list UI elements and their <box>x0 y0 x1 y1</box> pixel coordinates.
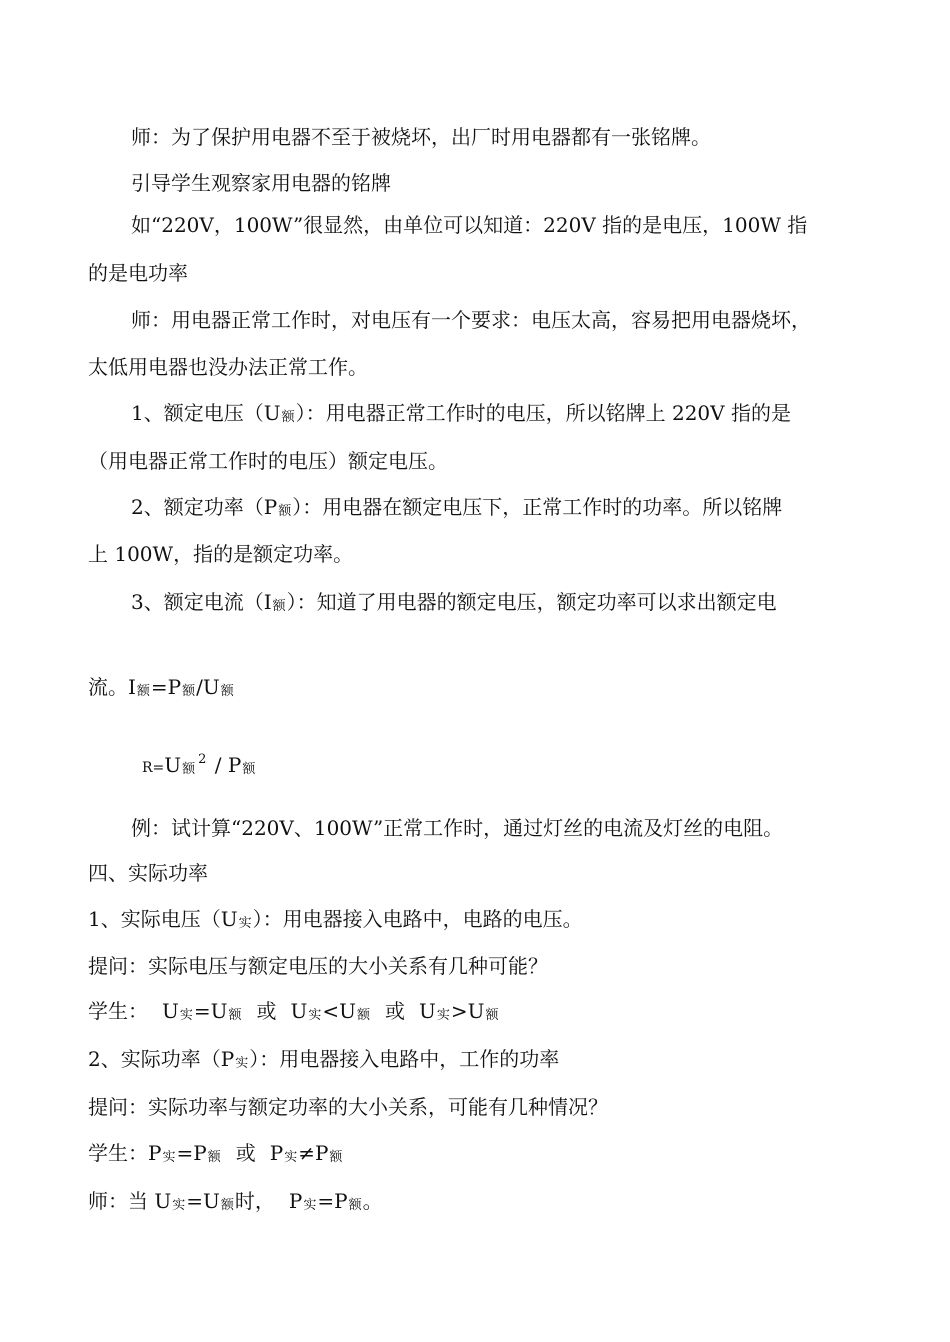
text-segment: 1、额定电压（U <box>131 401 281 425</box>
subscript: 实 <box>284 1150 298 1165</box>
paren: ） <box>295 401 306 425</box>
subscript: 额 <box>207 1150 221 1165</box>
subscript: 实 <box>235 1056 249 1071</box>
subscript: 实 <box>179 1008 193 1023</box>
formula-current <box>88 674 235 704</box>
text-line: 的是电功率 <box>88 261 188 285</box>
text-line <box>131 400 791 430</box>
text-segment: 1、实际电压（U <box>88 907 238 931</box>
text-segment: =U <box>193 999 228 1023</box>
subscript: 额 <box>182 762 196 777</box>
text-line <box>88 1046 559 1076</box>
formula-resistance <box>142 752 256 782</box>
text-line: 师：用电器正常工作时，对电压有一个要求：电压太高，容易把用电器烧坏， <box>131 308 811 332</box>
text-segment: =U <box>186 1189 220 1213</box>
text-line <box>88 998 500 1028</box>
paren: ） <box>252 907 263 931</box>
text-segment: U <box>164 753 182 777</box>
text-segment: >U <box>450 999 485 1023</box>
text-segment: 学生：P <box>88 1141 162 1165</box>
text-segment: <U <box>322 999 357 1023</box>
text-segment: ≠P <box>298 1141 329 1165</box>
text-line: 提问：实际功率与额定功率的大小关系，可能有几种情况？ <box>88 1095 608 1119</box>
text-line <box>88 1188 383 1218</box>
paren: ） <box>286 590 297 614</box>
text-line: 太低用电器也没办法正常工作。 <box>88 355 368 379</box>
text-segment: U <box>290 999 308 1023</box>
subscript: 额 <box>357 1008 371 1023</box>
text-segment: ：用电器接入电路中，工作的功率 <box>259 1047 560 1071</box>
section-heading: 四、实际功率 <box>88 861 208 885</box>
superscript: 2 <box>198 752 207 767</box>
text-line <box>88 906 583 936</box>
text-line <box>131 589 777 619</box>
subscript: 额 <box>228 1008 242 1023</box>
text-segment: 学生： <box>88 999 148 1023</box>
paren: ） <box>249 1047 260 1071</box>
text-segment: / P <box>208 753 242 777</box>
text-line <box>88 1140 343 1170</box>
text-segment: =P <box>176 1141 207 1165</box>
text-line <box>131 494 782 524</box>
text-segment: =P <box>317 1189 348 1213</box>
paren: ） <box>292 495 303 519</box>
text-line: 如“220V，100W”很显然，由单位可以知道：220V 指的是电压，100W 指 <box>131 213 808 237</box>
subscript: 额 <box>242 762 256 777</box>
text-segment: 师：当 U <box>88 1189 172 1213</box>
text-segment: P <box>288 1189 303 1213</box>
subscript: 额 <box>220 684 234 699</box>
text-line: 提问：实际电压与额定电压的大小关系有几种可能？ <box>88 954 548 978</box>
text-segment: /U <box>196 675 220 699</box>
text-line: 上 100W，指的是额定功率。 <box>88 542 354 566</box>
text-segment: 3、额定电流（I <box>131 590 272 614</box>
subscript: 额 <box>348 1198 362 1213</box>
text-segment: ：用电器正常工作时的电压，所以铭牌上 220V 指的是 <box>305 401 791 425</box>
subscript: 额 <box>278 504 292 519</box>
text-segment: ：用电器在额定电压下，正常工作时的功率。所以铭牌 <box>302 495 783 519</box>
subscript: 额 <box>272 599 286 614</box>
text-segment: R= <box>142 760 165 776</box>
text-line: 例：试计算“220V、100W”正常工作时，通过灯丝的电流及灯丝的电阻。 <box>131 816 784 840</box>
text-segment: 流。I <box>88 675 136 699</box>
text-segment: 或 <box>385 999 406 1023</box>
subscript: 实 <box>308 1008 322 1023</box>
text-line: （用电器正常工作时的电压）额定电压。 <box>88 449 448 473</box>
text-segment: U <box>162 999 179 1023</box>
text-segment: ：知道了用电器的额定电压，额定功率可以求出额定电 <box>296 590 777 614</box>
subscript: 实 <box>172 1198 186 1213</box>
subscript: 实 <box>303 1198 317 1213</box>
text-segment: P <box>269 1141 284 1165</box>
subscript: 实 <box>162 1150 176 1165</box>
subscript: 额 <box>220 1198 234 1213</box>
text-segment: 或 <box>235 1141 256 1165</box>
subscript: 实 <box>436 1008 450 1023</box>
subscript: 额 <box>485 1008 499 1023</box>
text-segment: ：用电器接入电路中，电路的电压。 <box>262 907 583 931</box>
text-segment: 时， <box>234 1189 275 1213</box>
text-line: 引导学生观察家用电器的铭牌 <box>131 171 391 195</box>
text-line: 师：为了保护用电器不至于被烧坏，出厂时用电器都有一张铭牌。 <box>131 125 711 149</box>
text-segment: =P <box>150 675 182 699</box>
subscript: 额 <box>136 684 150 699</box>
subscript: 额 <box>281 410 295 425</box>
subscript: 额 <box>329 1150 343 1165</box>
text-segment: 2、额定功率（P <box>131 495 278 519</box>
text-segment: 2、实际功率（P <box>88 1047 235 1071</box>
text-segment: 或 <box>256 999 277 1023</box>
text-segment: 。 <box>362 1189 383 1213</box>
subscript: 实 <box>238 916 252 931</box>
text-segment: U <box>419 999 436 1023</box>
subscript: 额 <box>182 684 196 699</box>
